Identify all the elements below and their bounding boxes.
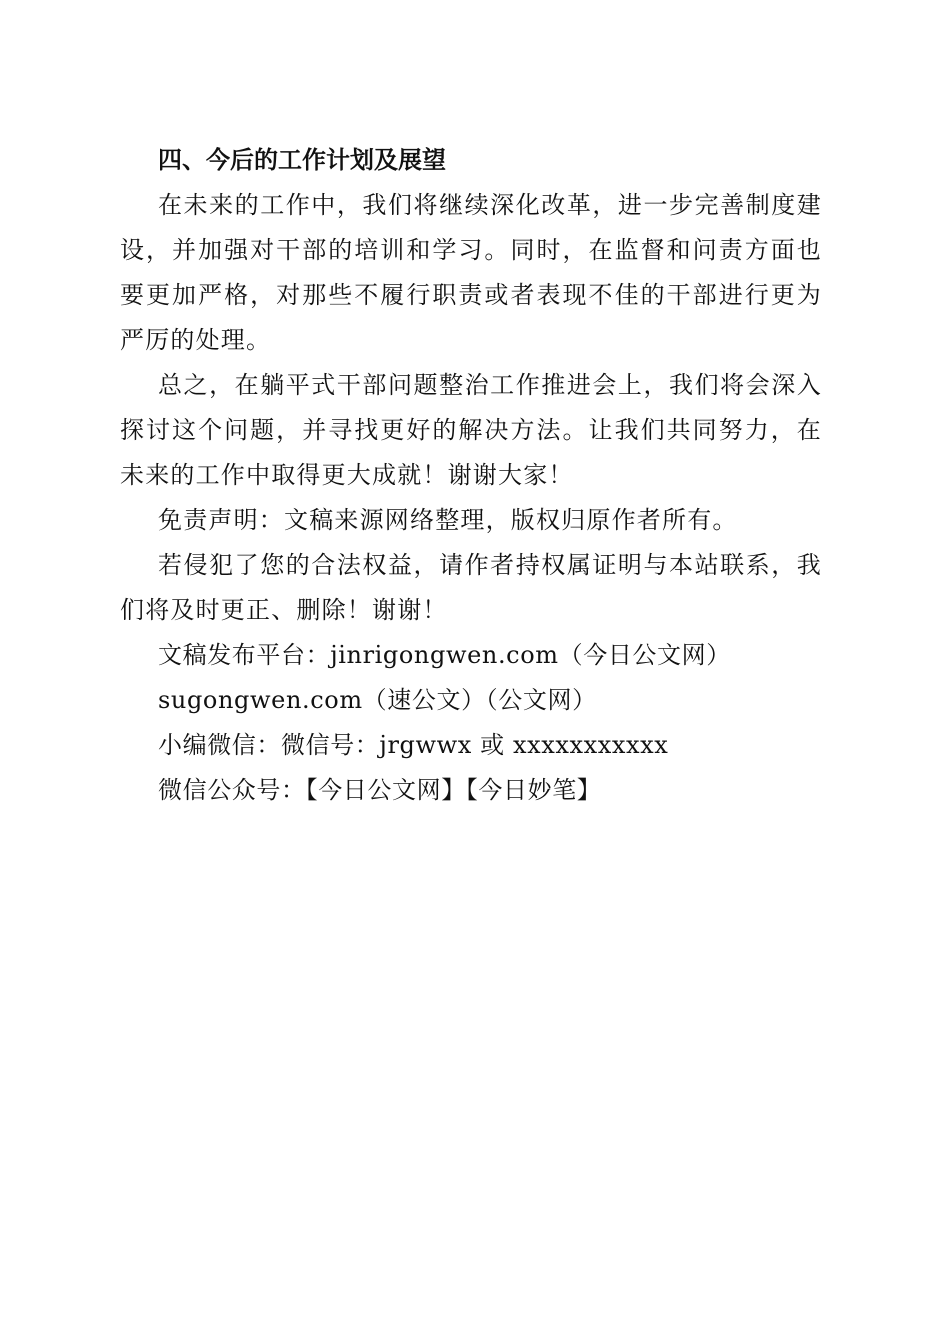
- info-line-wechat-id: 小编微信：微信号：jrgwwx 或 xxxxxxxxxxx: [158, 731, 669, 759]
- paragraph-work-plan: 在未来的工作中，我们将继续深化改革，进一步完善制度建设，并加强对干部的培训和学习。同时，在监督和问责方面也要更加严格，对那些不履行职责或者表现不佳的干部进行更为严厉的处理。: [120, 191, 822, 354]
- paragraph-infringement-notice: 若侵犯了您的合法权益，请作者持权属证明与本站联系，我们将及时更正、删除！谢谢！: [120, 551, 822, 624]
- paragraph-summary: 总之，在躺平式干部问题整治工作推进会上，我们将会深入探讨这个问题，并寻找更好的解决方法。让我们共同努力，在未来的工作中取得更大成就！谢谢大家！: [120, 371, 822, 489]
- document-body: [120, 138, 822, 813]
- info-line-official-account: 微信公众号：【今日公文网】【今日妙笔】: [158, 776, 602, 804]
- section-heading: 四、今后的工作计划及展望: [158, 146, 446, 174]
- info-line-platform: 文稿发布平台：jinrigongwen.com（今日公文网）: [158, 641, 731, 669]
- info-line-sugongwen: sugongwen.com（速公文）（公文网）: [158, 686, 597, 714]
- paragraph-disclaimer: 免责声明：文稿来源网络整理，版权归原作者所有。: [158, 506, 738, 534]
